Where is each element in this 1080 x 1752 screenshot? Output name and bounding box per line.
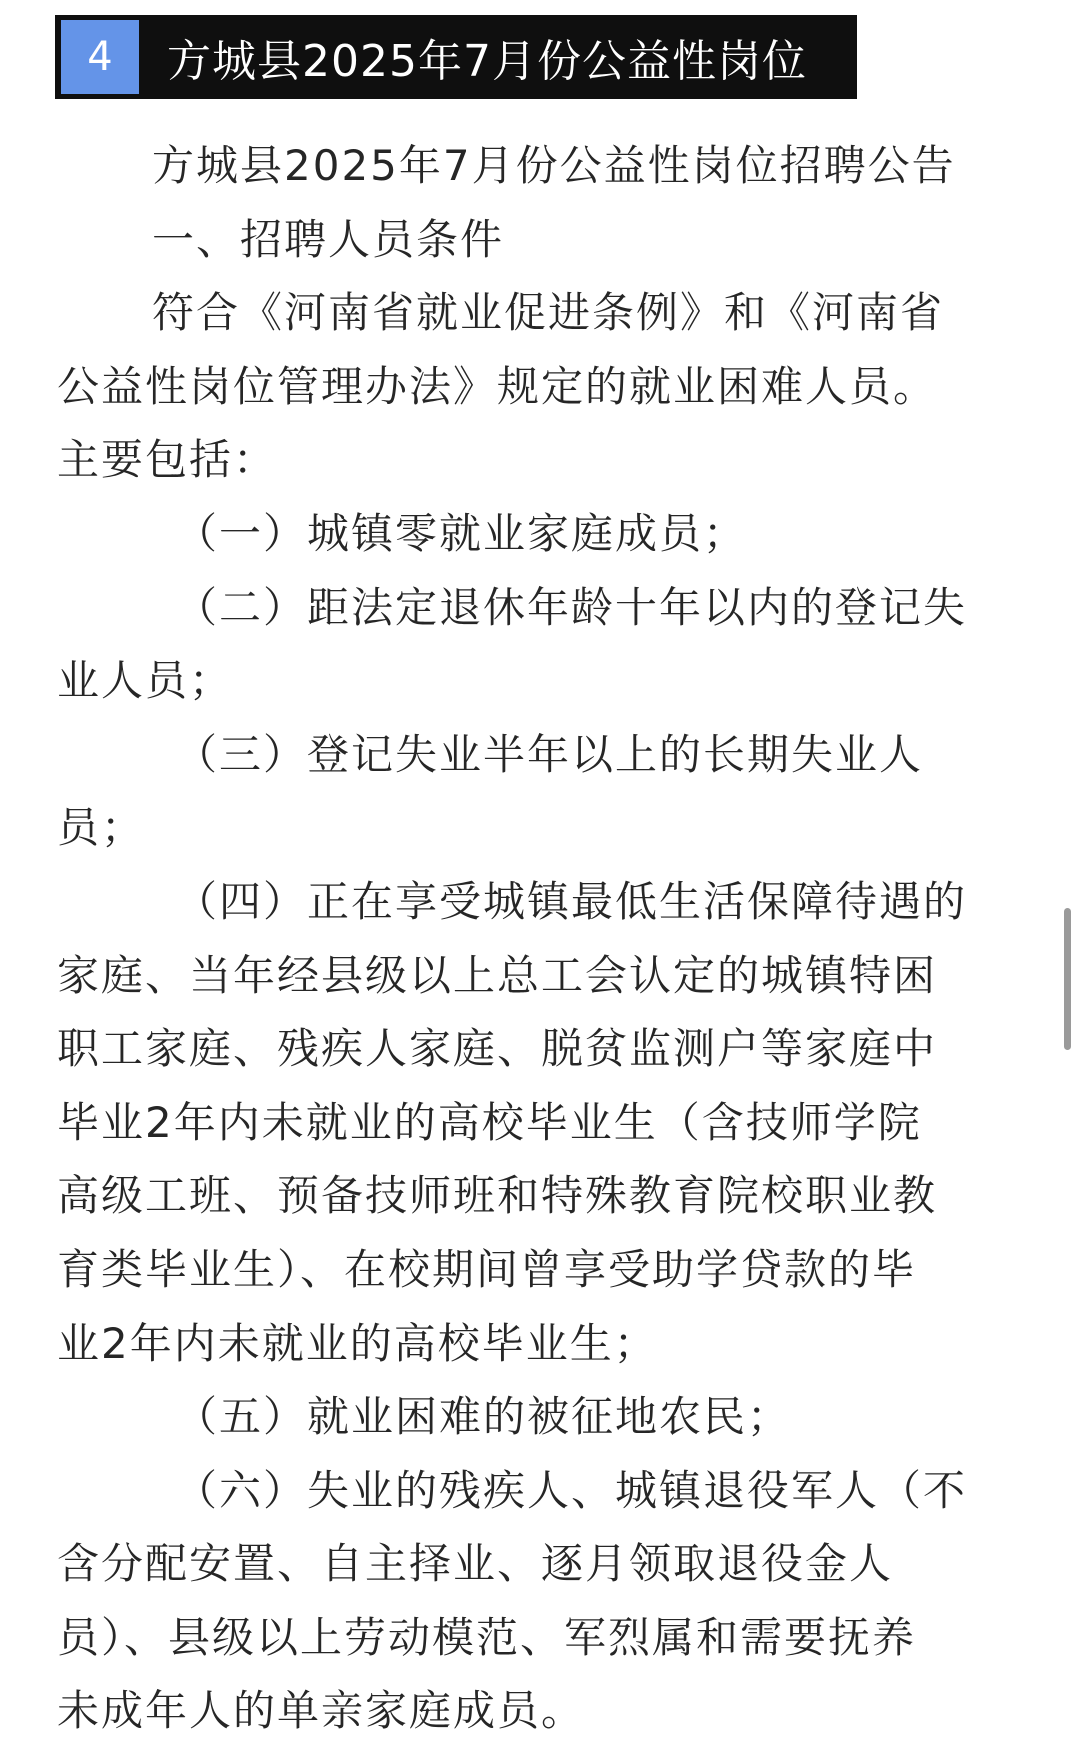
list-item-6-continued: 员）、县级以上劳动模范、军烈属和需要抚养 — [57, 1612, 917, 1662]
list-item-1: （一）城镇零就业家庭成员； — [175, 508, 748, 558]
list-item-2-continued: 业人员； — [57, 656, 234, 706]
paragraph-line: 公益性岗位管理办法》规定的就业困难人员。 — [57, 361, 938, 411]
list-item-6-continued: 未成年人的单亲家庭成员。 — [57, 1686, 586, 1736]
list-item-4-continued: 家庭、当年经县级以上总工会认定的城镇特困 — [57, 950, 938, 1000]
section-header — [55, 15, 857, 99]
paragraph-line: 主要包括： — [57, 435, 278, 485]
list-item-3: （三）登记失业半年以上的长期失业人 — [175, 729, 924, 779]
list-item-4: （四）正在享受城镇最低生活保障待遇的 — [175, 876, 968, 926]
list-item-4-continued: 育类毕业生）、在校期间曾享受助学贷款的毕 — [57, 1244, 917, 1294]
list-item-4-continued: 职工家庭、残疾人家庭、脱贫监测户等家庭中 — [57, 1024, 938, 1074]
section-number-badge: 4 — [61, 20, 139, 94]
heading-recruitment-conditions: 一、招聘人员条件 — [152, 214, 505, 264]
list-item-4-continued: 毕业2年内未就业的高校毕业生（含技师学院 — [57, 1097, 922, 1147]
list-item-2: （二）距法定退休年龄十年以内的登记失 — [175, 582, 968, 632]
list-item-6-continued: 含分配安置、自主择业、逐月领取退役金人 — [57, 1539, 894, 1589]
vertical-scrollbar[interactable] — [1064, 908, 1071, 1050]
announcement-title: 方城县2025年7月份公益性岗位招聘公告 — [152, 141, 956, 190]
list-item-6: （六）失业的残疾人、城镇退役军人（不 — [175, 1465, 968, 1515]
list-item-4-continued: 高级工班、预备技师班和特殊教育院校职业教 — [57, 1171, 938, 1221]
paragraph-line: 符合《河南省就业促进条例》和《河南省 — [152, 288, 945, 338]
section-title: 方城县2025年7月份公益性岗位 — [167, 36, 807, 87]
list-item-4-continued: 业2年内未就业的高校毕业生； — [57, 1318, 658, 1368]
article-body — [57, 129, 1023, 1748]
list-item-5: （五）就业困难的被征地农民； — [175, 1392, 792, 1442]
list-item-3-continued: 员； — [57, 803, 146, 853]
